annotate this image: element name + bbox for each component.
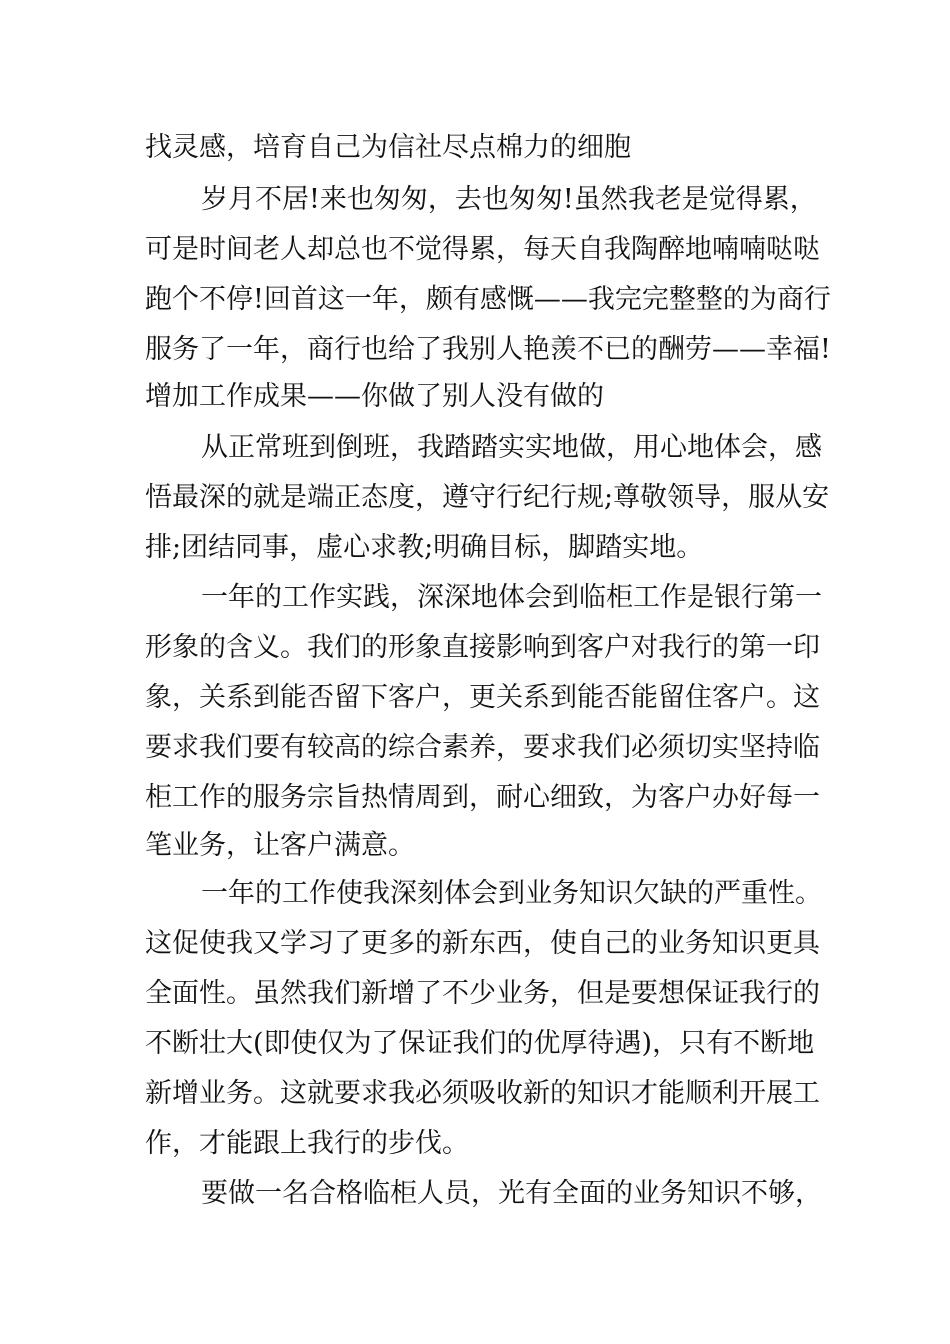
text-line: 这促使我又学习了更多的新东西，使自己的业务知识更具 (145, 928, 820, 959)
paragraph-first-line: 一年的工作实践，深深地体会到临柜工作是银行第一 (201, 582, 822, 613)
paragraph-first-line: 岁月不居!来也匆匆，去也匆匆!虽然我老是觉得累， (201, 184, 817, 215)
text-line: 要求我们要有较高的综合素养，要求我们必须切实坚持临 (145, 732, 820, 763)
text-line: 作，才能跟上我行的步伐。 (145, 1128, 469, 1159)
paragraph-first-line: 从正常班到倒班，我踏踏实实地做，用心地体会，感 (201, 432, 822, 463)
text-line: 跑个不停!回首这一年，颇有感慨——我完完整整的为商行 (145, 284, 831, 315)
section-heading: 增加工作成果——你做了别人没有做的 (145, 381, 604, 412)
text-line: 排;团结同事，虚心求教;明确目标，脚踏实地。 (145, 532, 704, 563)
paragraph-first-line: 要做一名合格临柜人员，光有全面的业务知识不够， (201, 1178, 822, 1209)
text-line: 不断壮大(即使仅为了保证我们的优厚待遇)，只有不断地 (145, 1028, 815, 1059)
paragraph-first-line: 一年的工作使我深刻体会到业务知识欠缺的严重性。 (201, 878, 822, 909)
text-line: 新增业务。这就要求我必须吸收新的知识才能顺利开展工 (145, 1078, 820, 1109)
text-line: 形象的含义。我们的形象直接影响到客户对我行的第一印 (145, 632, 820, 663)
text-line: 服务了一年，商行也给了我别人艳羡不已的酬劳——幸福! (145, 334, 831, 365)
text-line: 全面性。虽然我们新增了不少业务，但是要想保证我行的 (145, 978, 820, 1009)
text-line: 找灵感，培育自己为信社尽点棉力的细胞 (145, 132, 631, 163)
text-line: 可是时间老人却总也不觉得累，每天自我陶醉地喃喃哒哒 (145, 234, 820, 265)
text-line: 悟最深的就是端正态度，遵守行纪行规;尊敬领导，服从安 (145, 482, 830, 513)
text-line: 柜工作的服务宗旨热情周到，耐心细致，为客户办好每一 (145, 782, 820, 813)
text-line: 笔业务，让客户满意。 (145, 830, 415, 861)
text-line: 象，关系到能否留下客户，更关系到能否能留住客户。这 (145, 682, 820, 713)
